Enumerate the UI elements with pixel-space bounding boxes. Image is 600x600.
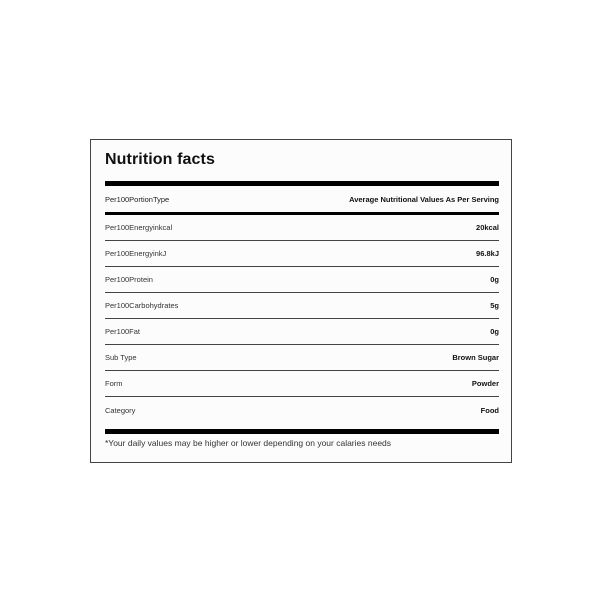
divider-thick-bottom [105,429,499,434]
table-row [105,293,499,319]
table-row [105,241,499,267]
row-label: Per100EnergyinkJ [105,249,167,258]
row-value: 5g [490,301,499,310]
row-value: 0g [490,275,499,284]
table-row [105,267,499,293]
row-value: Brown Sugar [452,353,499,362]
table-row [105,371,499,397]
row-label: Sub Type [105,353,137,362]
row-label: Per100Fat [105,327,141,336]
row-label: Per100Carbohydrates [105,301,179,310]
row-label: Per100Protein [105,275,153,284]
row-label: Form [105,379,123,388]
row-value: 96.8kJ [476,249,499,258]
nutrition-table [105,215,499,423]
row-value: 20kcal [476,223,499,232]
table-row [105,319,499,345]
table-header-row [105,186,499,212]
row-label: Per100Energyinkcal [105,223,173,232]
row-value: 0g [490,327,499,336]
table-row [105,345,499,371]
table-row [105,397,499,423]
row-label: Category [105,405,136,415]
header-value: Average Nutritional Values As Per Serving [349,194,499,204]
row-value: Powder [471,379,499,388]
nutrition-facts-panel [90,139,512,463]
table-row [105,215,499,241]
footnote: *Your daily values may be higher or lower depending on your calaries needs [105,438,392,448]
row-value: Food [480,405,499,415]
header-label: Per100PortionType [105,194,170,204]
panel-title: Nutrition facts [105,151,215,168]
